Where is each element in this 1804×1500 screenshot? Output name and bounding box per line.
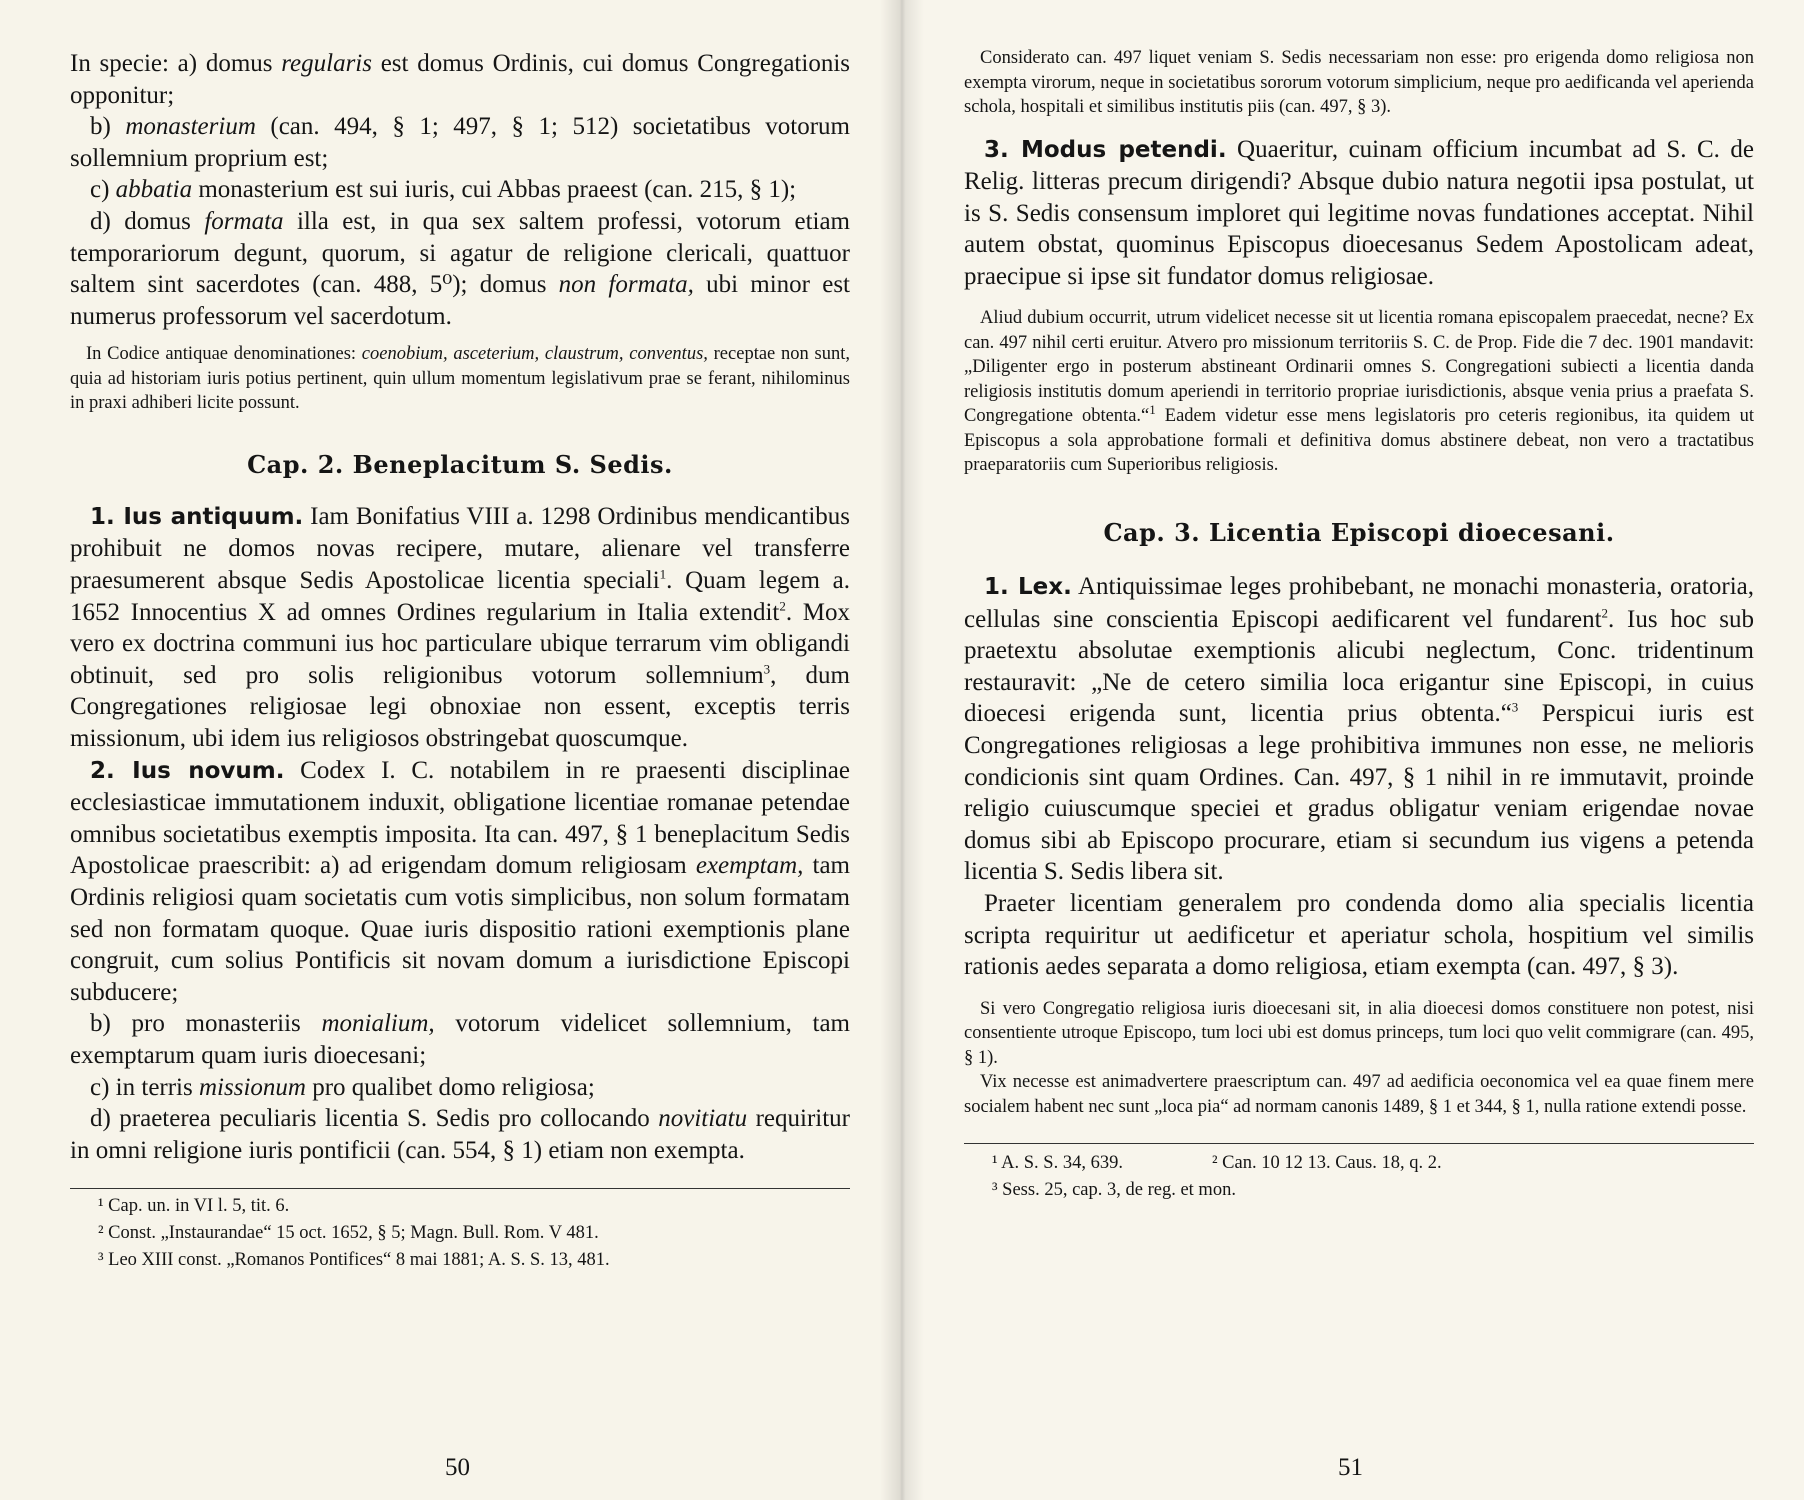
page-number-51: 51 — [1338, 1454, 1363, 1481]
footnote-2: ² Const. „Instaurandae“ 15 oct. 1652, § 5; Magn. Bull. Rom. V 481. — [98, 1223, 599, 1244]
paragraph-d: d) domus formata illa est, in qua sex saltem professi, votorum etiam temporariorum degunt, quorum, si agatur de religione clericali, quattuor saltem sint sacerdotes (can. 488, 5⁰); domus non formata, ubi minor est numerus professorum vel sacerdotum. — [70, 207, 851, 330]
section-ius-novum: 2. Ius novum. Codex I. C. notabilem in re praesenti disciplinae ecclesiasticae immutationem induxit, obligatione licentiae romanae petendae omnibus societatibus exemptis imposita. Ita can. 497, § 1 beneplacitum Sedis Apostolicae praescribit: a) ad erigendam domum religiosam exemptam, tam Ordinis religiosi quam societatis cum votis simplicibus, non solum formatam sed non formatam quoque. Quae iuris dispositio rationi exemptionis plane congruit, cum solius Pontificis sit novam domum a iurisdictione Episcopi subducere; — [70, 756, 850, 1006]
paragraph-monialium: b) pro monasteriis monialium, votorum videlicet sollemnium, tam exemptarum quam iuris dioecesani; — [70, 1010, 850, 1069]
page-51-column — [964, 46, 1754, 1204]
small-note-si-vero: Si vero Congregatio religiosa iuris dioecesani sit, in alia dioecesi domos constituere non potest, nisi consentiente utroque Episcopo, tum loci ubi est domus princeps, tum loci quo velit commigrare (can. 495, § 1). — [964, 998, 1754, 1068]
footnotes — [70, 1193, 850, 1274]
footnote-rule — [70, 1188, 850, 1189]
chapter-heading-3: Cap. 3. Licentia Episcopi dioecesani. — [1103, 517, 1615, 547]
footnote-51-2: ² Can. 10 12 13. Caus. 18, q. 2. — [1212, 1153, 1442, 1174]
small-note-denominationes: In Codice antiquae denominationes: coenobium, asceterium, claustrum, conventus, receptae non sunt, quia ad historiam iuris potius pertinent, quin ullum momentum legislativum prae se ferant, nihilominus in praxi adhiberi licite possunt. — [70, 344, 850, 414]
paragraph-c: c) abbatia monasterium est sui iuris, cui Abbas praeest (can. 215, § 1); — [90, 176, 797, 204]
section-ius-antiquum: 1. Ius antiquum. Iam Bonifatius VIII a. 1298 Ordinibus mendicantibus prohibuit ne domos novas recipere, mutare, alienare vel transferre praesumerent absque Sedis Apostolicae licentia speciali$^1$. Quam legem a. 1652 Innocentius X ad omnes Ordines regularium in Italia extendit$^2$. Mox vero ex doctrina communi ius hoc particulare ubique terrarum vim obligandi obtinuit, sed pro solis religionibus votorum sollemnium$^3$, dum Congregationes religiosae legi obnoxiae non essent, exceptis terris missionum, ubi idem ius religiosos obstringebat quoscumque. — [70, 502, 850, 752]
paragraph-missionum: c) in terris missionum pro qualibet domo religiosa; — [90, 1073, 595, 1101]
paragraph-b: b) monasterium (can. 494, § 1; 497, § 1; 512) societatibus votorum sollemnium proprium est; — [70, 113, 851, 172]
page-number-50: 50 — [445, 1454, 470, 1481]
footnotes-51 — [964, 1150, 1754, 1204]
small-note-considerato: Considerato can. 497 liquet veniam S. Sedis necessariam non esse: pro erigenda domo religiosa non exempta virorum, neque in societatibus sororum votorum simplicium, neque pro aedificanda vel aperienda schola, hospitali et similibus institutis piis (can. 497, § 3). — [964, 48, 1754, 117]
footnote-51-1: ¹ A. S. S. 34, 639. — [992, 1153, 1123, 1174]
page-50-column — [70, 48, 850, 1274]
small-note-aliud-dubium: Aliud dubium occurrit, utrum videlicet necesse sit ut licentia romana episcopalem praecedat, necne? Ex can. 497 nihil certi eruitur. Atvero pro missionum territoriis S. C. de Prop. Fide die 7 dec. 1901 mandavit: „Diligenter ergo in posterum abstineant Ordinarii omnes S. Congregationi subiecti a licentia danda religiosis institutis domum aperiendi in territorio propriae iurisdictionis, absque venia prius a praefata S. Congregatione obtenta.“$^1$ Eadem videtur esse mens legislatoris pro ceteris regionibus, ita quidem ut Episcopus a sola approbatione formali et definitiva domus abstinere debeat, non vero a tractatibus praeparatoriis cum Superioribus religiosis. — [964, 308, 1755, 476]
section-modus-petendi: 3. Modus petendi. Quaeritur, cuinam officium incumbat ad S. C. de Relig. litteras precum dirigendi? Absque dubio natura negotii ipsa postulat, ut is S. Sedis consensum imploret qui legitime novas fundationes acceptat. Nihil autem obstat, quominus Episcopus dioecesanus Sedem Apostolicam adeat, praecipue si ipse sit fundator domus religiosae. — [964, 135, 1754, 290]
footnote-51-3: ³ Sess. 25, cap. 3, de reg. et mon. — [992, 1180, 1236, 1201]
section-lex: 1. Lex. Antiquissimae leges prohibebant, ne monachi monasteria, oratoria, cellulas sine conscientia Episcopi aedificarent vel fundarent$^2$. Ius hoc sub praetextu absolutae exemptionis alicubi neglectum, Conc. tridentinum restauravit: „Ne de cetero similia loca erigantur sine Episcopi, in cuius dioecesi erigenda sunt, licentia prius obtenta.“$^3$ Perspicui iuris est Congregationes religiosas a lege prohibitiva immunes non esse, ne melioris condicionis sint quam Ordines. Can. 497, § 1 nihil in re immutavit, proinde religio cuiuscumque speciei et gradus obligatur veniam erigendae novae domus sibi ab Episcopo procurare, etiam si secundum ius vigens a petenda licentia S. Sedis libera sit. — [964, 572, 1754, 886]
footnote-rule-51 — [964, 1143, 1754, 1144]
paragraph-praeter: Praeter licentiam generalem pro condenda domo alia specialis licentia scripta requiritur ut aedificetur et aperiatur schola, hospitium vel similis rationis aedes separata a domo religiosa, etiam exempta (can. 497, § 3). — [964, 889, 1754, 981]
footnote-3: ³ Leo XIII const. „Romanos Pontifices“ 8 mai 1881; A. S. S. 13, 481. — [98, 1250, 610, 1271]
footnote-1: ¹ Cap. un. in VI l. 5, tit. 6. — [98, 1196, 290, 1217]
small-note-vix-necesse: Vix necesse est animadvertere praescriptum can. 497 ad aedificia oeconomica vel ea quae finem mere socialem habent nec sunt „loca pia“ ad normam canonis 1489, § 1 et 344, § 1, nulla ratione extendi posse. — [964, 1072, 1754, 1117]
chapter-heading-2: Cap. 2. Beneplacitum S. Sedis. — [247, 449, 673, 479]
paragraph-a: In specie: a) domus regularis est domus Ordinis, cui domus Congregationis opponitur; — [70, 50, 850, 109]
paragraph-novitiatu: d) praeterea peculiaris licentia S. Sedis pro collocando novitiatu requiritur in omni religione iuris pontificii (can. 554, § 1) etiam non exempta. — [70, 1105, 850, 1164]
book-gutter — [880, 0, 924, 1500]
page-51 — [902, 0, 1804, 1500]
